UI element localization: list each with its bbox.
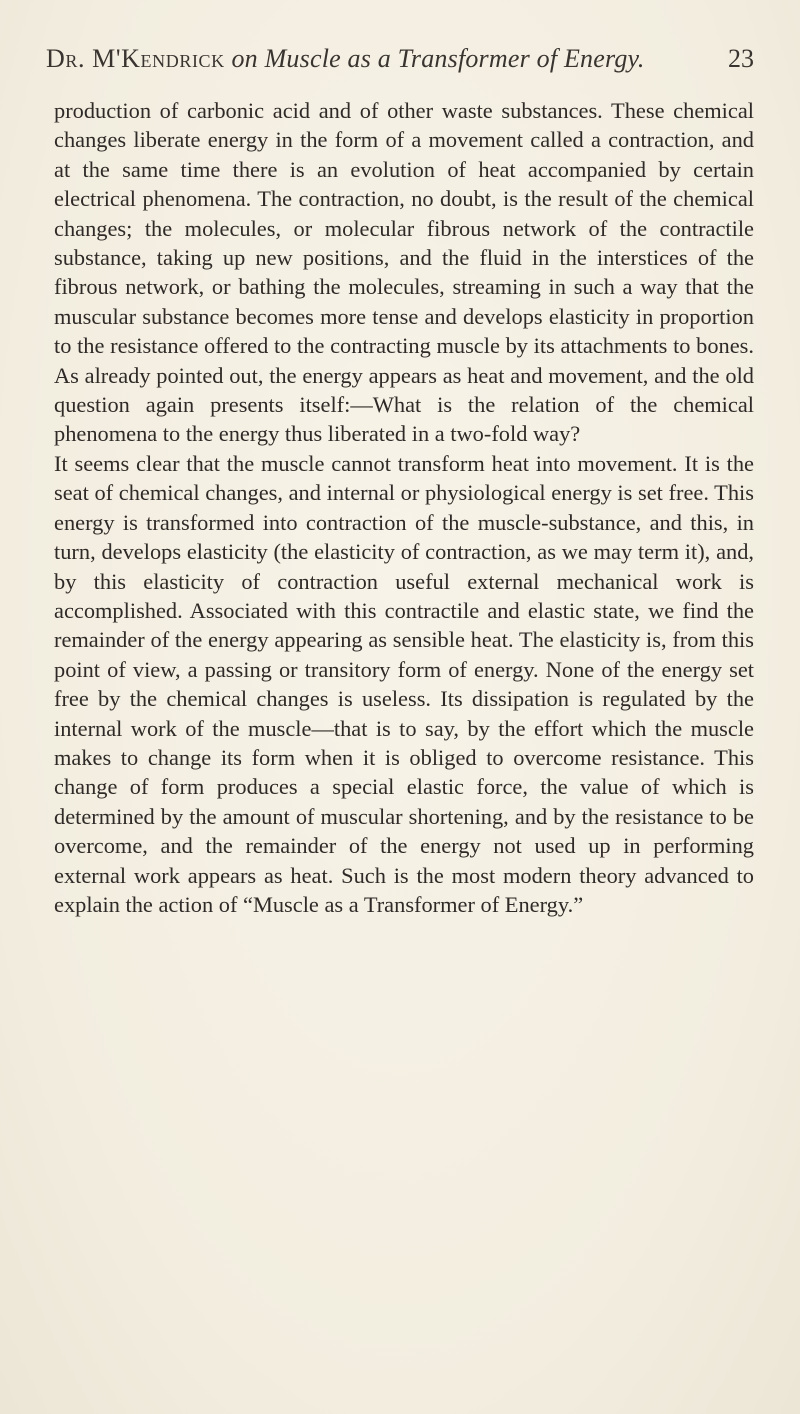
running-head-author: Dr. M'Kendrick bbox=[46, 44, 225, 73]
running-head bbox=[46, 44, 754, 84]
running-title bbox=[46, 44, 645, 74]
paragraph-1: production of carbonic acid and of other waste substances. These chemical changes liberate energy in the form of a movement called a contraction, and at the same time there is an evolution of heat accompanied by certain electrical phenomena. The contraction, no doubt, is the result of the chemical changes; the molecules, or molecular fibrous network of the contractile substance, taking up new positions, and the fluid in the interstices of the fibrous network, or bathing the molecules, streaming in such a way that the muscular substance becomes more tense and develops elasticity in proportion to the resistance offered to the contracting muscle by its attachments to bones. As already pointed out, the energy appears as heat and movement, and the old question again presents itself:—What is the relation of the chemical phenomena to the energy thus liberated in a two-fold way? bbox=[54, 98, 754, 447]
body-text bbox=[54, 96, 754, 919]
running-head-title: Muscle as a Transformer of Energy. bbox=[264, 44, 645, 73]
page-number: 23 bbox=[728, 44, 754, 73]
paragraph-2: It seems clear that the muscle cannot transform heat into movement. It is the seat of chemical changes, and internal or physiological energy is set free. This energy is transformed into contraction of the muscle-substance, and this, in turn, develops elasticity (the elasticity of contraction, as we may term it), and, by this elasticity of contraction useful external mechanical work is accomplished. Associated with this contractile and elastic state, we find the remainder of the energy appearing as sensible heat. The elasticity is, from this point of view, a passing or transitory form of energy. None of the energy set free by the chemical changes is useless. Its dissipation is regulated by the internal work of the muscle—that is to say, by the effort which the muscle makes to change its form when it is obliged to overcome resistance. This change of form produces a special elastic force, the value of which is determined by the amount of muscular shortening, and by the resistance to be overcome, and the remainder of the energy not used up in performing external work appears as heat. Such is the most modern theory advanced to explain the action of “Muscle as a Transformer of Energy.” bbox=[54, 450, 754, 917]
running-head-connector: on bbox=[231, 44, 258, 73]
